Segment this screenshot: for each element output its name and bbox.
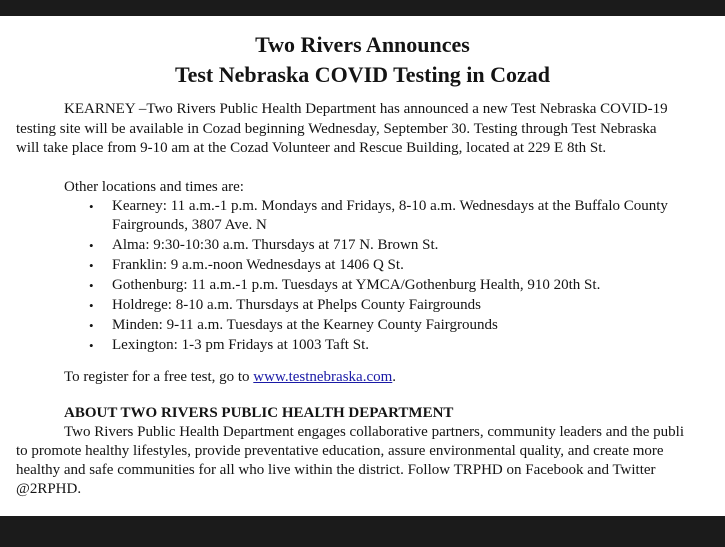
intro-line-3: will take place from 9-10 am at the Cozad Volunteer and Rescue Building, located at 229 E 8th St. xyxy=(16,140,607,156)
location-holdrege: Holdrege: 8-10 a.m. Thursdays at Phelps County Fairgrounds xyxy=(112,297,481,313)
register-suffix: . xyxy=(392,369,397,385)
about-line-1: Two Rivers Public Health Department engages collaborative partners, community leaders and the publi xyxy=(64,424,685,440)
bullet-marker: • xyxy=(89,199,94,214)
location-kearney-line-1: Kearney: 11 a.m.-1 p.m. Mondays and Fridays, 8-10 a.m. Wednesdays at the Buffalo County xyxy=(112,198,668,214)
title-line-1: Two Rivers Announces xyxy=(255,32,470,57)
location-franklin: Franklin: 9 a.m.-noon Wednesdays at 1406 Q St. xyxy=(112,257,404,273)
register-sentence xyxy=(64,368,396,387)
about-heading: ABOUT TWO RIVERS PUBLIC HEALTH DEPARTMENT xyxy=(64,405,454,421)
intro-line-2: testing site will be available in Cozad beginning Wednesday, September 30. Testing through Test Nebraska xyxy=(16,121,657,137)
testnebraska-link[interactable]: www.testnebraska.com xyxy=(253,369,393,385)
register-prefix: To register for a free test, go to xyxy=(64,369,254,385)
bullet-marker: • xyxy=(89,338,94,353)
bullet-marker: • xyxy=(89,258,94,273)
location-lexington: Lexington: 1-3 pm Fridays at 1003 Taft St. xyxy=(112,337,369,353)
location-gothenburg: Gothenburg: 11 a.m.-1 p.m. Tuesdays at YMCA/Gothenburg Health, 910 20th St. xyxy=(112,277,601,293)
bullet-marker: • xyxy=(89,318,94,333)
about-line-2: to promote healthy lifestyles, provide preventative education, assure environmental quality, and create more xyxy=(16,443,664,459)
title-line-2: Test Nebraska COVID Testing in Cozad xyxy=(174,62,551,87)
press-release-page xyxy=(0,16,725,516)
location-kearney-line-2: Fairgrounds, 3807 Ave. N xyxy=(112,217,267,233)
locations-heading: Other locations and times are: xyxy=(64,179,244,195)
about-line-4: @2RPHD. xyxy=(16,481,82,497)
bottom-dark-border xyxy=(0,516,725,547)
bullet-marker: • xyxy=(89,298,94,313)
bullet-marker: • xyxy=(89,238,94,253)
intro-line-1: KEARNEY –Two Rivers Public Health Department has announced a new Test Nebraska COVID-19 xyxy=(64,101,668,117)
bullet-marker: • xyxy=(89,278,94,293)
about-line-3: healthy and safe communities for all who live within the district. Follow TRPHD on Facebook and Twitter xyxy=(16,462,656,478)
location-minden: Minden: 9-11 a.m. Tuesdays at the Kearney County Fairgrounds xyxy=(112,317,498,333)
top-dark-border xyxy=(0,0,725,16)
location-alma: Alma: 9:30-10:30 a.m. Thursdays at 717 N. Brown St. xyxy=(112,237,439,253)
